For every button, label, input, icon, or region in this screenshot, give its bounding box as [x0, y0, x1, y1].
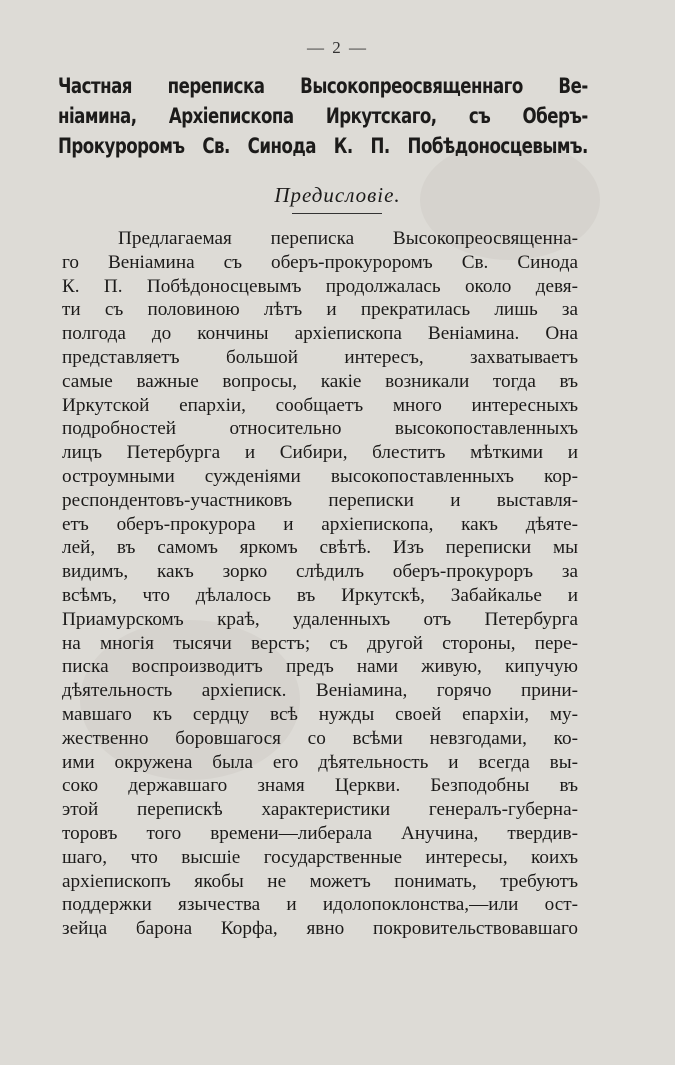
body-line: самые важные вопросы, какіе возникали тогда въ — [62, 370, 578, 392]
body-line: зейца барона Корфа, явно покровительствовавшаго — [62, 918, 578, 940]
body-line: го Веніамина съ оберъ-прокуроромъ Св. Синода — [62, 251, 578, 273]
body-line: поддержки язычества и идолопоклонства,—или ост- — [62, 894, 578, 916]
body-line: Иркутской епархіи, сообщаетъ много интересныхъ — [62, 394, 578, 416]
body-line: писка воспроизводитъ предъ нами живую, кипучую — [62, 656, 578, 678]
body-line: представляетъ большой интересъ, захватываетъ — [62, 346, 578, 368]
body-paragraph — [62, 227, 578, 941]
body-line: лицъ Петербурга и Сибири, блеститъ мѣткими и — [62, 442, 578, 464]
body-line: подробностей относительно высокопоставленныхъ — [62, 418, 578, 440]
title-line: Прокуроромъ Св. Синода К. П. Побѣдоносцевымъ. — [58, 134, 588, 159]
body-line: всѣмъ, что дѣлалось въ Иркутскѣ, Забайкалье и — [62, 584, 578, 606]
section-heading: Предисловіе. — [274, 183, 401, 207]
body-line: на многія тысячи верстъ; съ другой стороны, пере- — [62, 632, 578, 654]
body-line: мавшаго къ сердцу всѣ нужды своей епархіи, му- — [62, 703, 578, 725]
body-line: Приамурскомъ краѣ, удаленныхъ отъ Петербурга — [62, 608, 578, 630]
body-line: жественно боровшагося со всѣми невзгодами, ко- — [62, 727, 578, 749]
body-line: дѣятельность архіеписк. Веніамина, горячо прини- — [62, 680, 578, 702]
body-line: етъ оберъ-прокурора и архіепископа, какъ дѣяте- — [62, 513, 578, 535]
body-line: торовъ того времени—либерала Анучина, твердив- — [62, 822, 578, 844]
title-line: ніамина, Архіепископа Иркутскаго, съ Оберъ- — [58, 104, 588, 129]
body-line: респондентовъ-участниковъ переписки и выставля- — [62, 489, 578, 511]
body-line: лей, въ самомъ яркомъ свѣтѣ. Изъ переписки мы — [62, 537, 578, 559]
body-line: соко державшаго знамя Церкви. Безподобны въ — [62, 775, 578, 797]
body-line: видимъ, какъ зорко слѣдилъ оберъ-прокуроръ за — [62, 561, 578, 583]
body-line: этой перепискѣ характеристики генералъ-губерна- — [62, 799, 578, 821]
body-line: Предлагаемая переписка Высокопреосвященна- — [118, 228, 578, 249]
body-line: ти съ половиною лѣтъ и прекратилась лишь за — [62, 299, 578, 321]
body-line: полгода до кончины архіепископа Веніамина. Она — [62, 323, 578, 345]
title-line: Частная переписка Высокопреосвященнаго Ве- — [58, 74, 588, 99]
heading-rule — [292, 213, 382, 214]
body-line: ими окружена была его дѣятельность и всегда вы- — [62, 751, 578, 773]
body-line: шаго, что высшіе государственные интересы, коихъ — [62, 846, 578, 868]
document-title — [58, 72, 588, 162]
body-line: остроумными сужденіями высокопоставленныхъ кор- — [62, 465, 578, 487]
page-number: — 2 — — [307, 38, 368, 57]
body-line: архіепископъ якобы не можетъ понимать, требуютъ — [62, 870, 578, 892]
body-line: К. П. Побѣдоносцевымъ продолжалась около девя- — [62, 275, 578, 297]
